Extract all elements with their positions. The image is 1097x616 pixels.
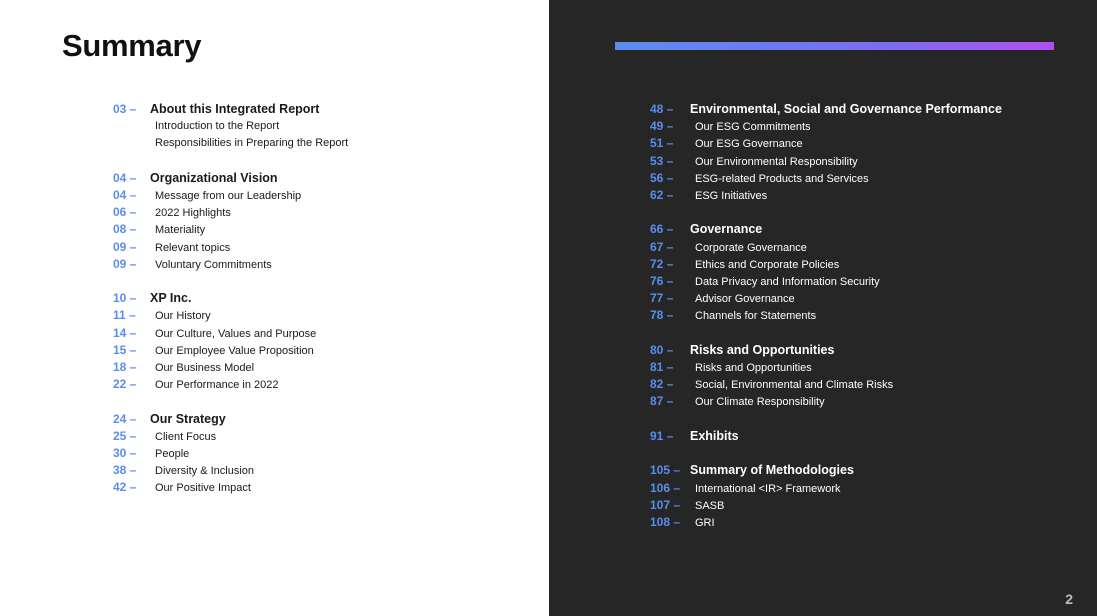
toc-item-label: Our Culture, Values and Purpose	[155, 327, 317, 340]
toc-item[interactable]	[113, 118, 348, 135]
toc-item[interactable]	[113, 325, 348, 342]
toc-item-label: Risks and Opportunities	[695, 362, 812, 375]
toc-page-number: 107 –	[650, 497, 681, 512]
toc-page-number: 11 –	[113, 308, 136, 323]
toc-page-number: 105 –	[650, 463, 681, 478]
toc-item[interactable]	[650, 153, 1002, 170]
toc-item[interactable]	[113, 445, 348, 462]
toc-item[interactable]	[113, 239, 348, 256]
toc-item[interactable]	[650, 480, 1002, 497]
toc-item-label: Corporate Governance	[695, 241, 807, 254]
toc-item-label: Materiality	[155, 224, 206, 237]
toc-item[interactable]	[113, 204, 348, 221]
toc-section-heading[interactable]	[113, 411, 348, 428]
toc-item[interactable]	[113, 462, 348, 479]
toc-page-number: 72 –	[650, 256, 674, 271]
toc-item[interactable]	[650, 118, 1002, 135]
toc-item-label: Responsibilities in Preparing the Report	[155, 137, 349, 150]
toc-heading-label: Governance	[690, 222, 763, 237]
toc-section	[113, 170, 348, 273]
toc-page-number: 91 –	[650, 428, 674, 443]
toc-item[interactable]	[650, 307, 1002, 324]
toc-item[interactable]	[113, 376, 348, 393]
toc-item[interactable]	[650, 273, 1002, 290]
toc-item[interactable]	[113, 135, 348, 152]
toc-item-label: Voluntary Commitments	[155, 258, 272, 271]
toc-item-label: Introduction to the Report	[155, 120, 280, 133]
toc-item-label: Client Focus	[155, 430, 217, 443]
gradient-accent-bar	[615, 42, 1054, 50]
toc-page-number: 25 –	[113, 428, 137, 443]
toc-item-label: Our History	[155, 310, 211, 323]
toc-section-heading[interactable]	[650, 428, 1002, 445]
toc-page-number: 80 –	[650, 342, 674, 357]
toc-item[interactable]	[650, 135, 1002, 152]
toc-item[interactable]	[113, 221, 348, 238]
toc-item[interactable]	[650, 239, 1002, 256]
toc-item[interactable]	[113, 256, 348, 273]
toc-item[interactable]	[113, 359, 348, 376]
toc-item[interactable]	[650, 393, 1002, 410]
toc-item-label: Ethics and Corporate Policies	[695, 258, 840, 271]
toc-section	[113, 290, 348, 393]
toc-item-label: ESG Initiatives	[695, 189, 768, 202]
toc-heading-label: Organizational Vision	[150, 170, 278, 185]
toc-item[interactable]	[113, 187, 348, 204]
toc-section-heading[interactable]	[113, 101, 348, 118]
toc-heading-label: Risks and Opportunities	[690, 342, 835, 357]
toc-item-label: Diversity & Inclusion	[155, 465, 255, 478]
toc-page-number: 10 –	[113, 291, 137, 306]
toc-item[interactable]	[113, 307, 348, 324]
toc-page-number: 82 –	[650, 377, 674, 392]
toc-page-number: 18 –	[113, 360, 137, 375]
toc-section	[650, 342, 1002, 411]
toc-heading-label: Environmental, Social and Governance Performance	[690, 102, 1002, 116]
toc-heading-label: Summary of Methodologies	[690, 463, 854, 478]
toc-page-number: 48 –	[650, 102, 674, 116]
toc-page-number: 81 –	[650, 360, 674, 375]
toc-item[interactable]	[650, 376, 1002, 393]
toc-page-number: 51 –	[650, 136, 674, 151]
toc-item[interactable]	[650, 359, 1002, 376]
toc-item-label: SASB	[695, 499, 725, 512]
page-number: 2	[1065, 591, 1073, 607]
toc-page-number: 15 –	[113, 342, 137, 357]
toc-item-label: Our ESG Governance	[695, 138, 803, 151]
toc-item-label: 2022 Highlights	[155, 207, 231, 220]
toc-item-label: Advisor Governance	[695, 293, 795, 306]
toc-page-number: 04 –	[113, 188, 137, 203]
toc-heading-label: XP Inc.	[150, 291, 192, 306]
toc-item[interactable]	[650, 497, 1002, 514]
toc-item-label: Our ESG Commitments	[695, 121, 811, 134]
toc-section-heading[interactable]	[650, 462, 1002, 479]
toc-item-label: People	[155, 448, 190, 461]
toc-item-label: Data Privacy and Information Security	[695, 275, 880, 288]
toc-section	[113, 101, 348, 153]
toc-item-label: International <IR> Framework	[695, 482, 841, 495]
toc-section	[113, 411, 348, 497]
toc-page-number: 38 –	[113, 463, 137, 478]
toc-heading-label: Our Strategy	[150, 411, 226, 426]
toc-section-heading[interactable]	[650, 342, 1002, 359]
toc-page-number: 06 –	[113, 205, 137, 220]
toc-page-number: 53 –	[650, 153, 674, 168]
toc-section	[650, 101, 1002, 204]
toc-page-number: 04 –	[113, 170, 137, 185]
toc-page-number: 22 –	[113, 377, 137, 392]
toc-section	[650, 428, 1002, 445]
toc-item-label: Social, Environmental and Climate Risks	[695, 379, 894, 392]
toc-section-heading[interactable]	[113, 290, 348, 307]
toc-page-number: 76 –	[650, 273, 674, 288]
toc-page-number: 42 –	[113, 480, 137, 495]
toc-page-number: 09 –	[113, 239, 137, 254]
toc-item-label: ESG-related Products and Services	[695, 172, 869, 185]
toc-page-number: 106 –	[650, 480, 681, 495]
toc-section	[650, 221, 1002, 324]
toc-page-number: 09 –	[113, 256, 137, 271]
toc-page-number: 67 –	[650, 239, 674, 254]
toc-item-label: Our Business Model	[155, 362, 255, 375]
toc-item[interactable]	[650, 256, 1002, 273]
toc-page-number: 03 –	[113, 102, 137, 116]
toc-page-number: 30 –	[113, 446, 137, 461]
toc-page-number: 24 –	[113, 411, 137, 426]
toc-page-number: 49 –	[650, 119, 674, 134]
toc-page-number: 14 –	[113, 325, 137, 340]
toc-item-label: Our Performance in 2022	[155, 379, 279, 392]
toc-item-label: Our Climate Responsibility	[695, 396, 825, 409]
toc-page-number: 108 –	[650, 514, 681, 529]
toc-item-label: Our Employee Value Proposition	[155, 344, 314, 357]
toc-item[interactable]	[113, 342, 348, 359]
toc-item-label: Our Positive Impact	[155, 482, 251, 495]
toc-page-number: 66 –	[650, 222, 674, 237]
toc-item[interactable]	[650, 170, 1002, 187]
toc-item[interactable]	[650, 187, 1002, 204]
toc-item[interactable]	[113, 479, 348, 496]
page-title: Summary	[62, 28, 202, 63]
toc-item[interactable]	[113, 428, 348, 445]
toc-section	[650, 462, 1002, 531]
toc-item-label: Message from our Leadership	[155, 190, 302, 203]
toc-section-heading[interactable]	[650, 101, 1002, 118]
toc-item[interactable]	[650, 290, 1002, 307]
toc-heading-label: About this Integrated Report	[150, 102, 320, 116]
right-panel	[549, 0, 1097, 616]
toc-heading-label: Exhibits	[690, 428, 739, 443]
toc-page-number: 78 –	[650, 308, 674, 323]
toc-item-label: Relevant topics	[155, 241, 231, 254]
toc-item-label: GRI	[695, 516, 715, 529]
toc-left-column	[113, 101, 348, 514]
toc-page-number: 87 –	[650, 394, 674, 409]
toc-section-heading[interactable]	[113, 170, 348, 187]
toc-page-number: 77 –	[650, 291, 674, 306]
toc-item-label: Our Environmental Responsibility	[695, 155, 858, 168]
toc-item-label: Channels for Statements	[695, 310, 817, 323]
toc-page-number: 56 –	[650, 170, 674, 185]
toc-right-column	[650, 101, 1002, 548]
toc-page-number: 08 –	[113, 222, 137, 237]
toc-section-heading[interactable]	[650, 221, 1002, 238]
toc-item[interactable]	[650, 514, 1002, 531]
toc-page-number: 62 –	[650, 187, 674, 202]
